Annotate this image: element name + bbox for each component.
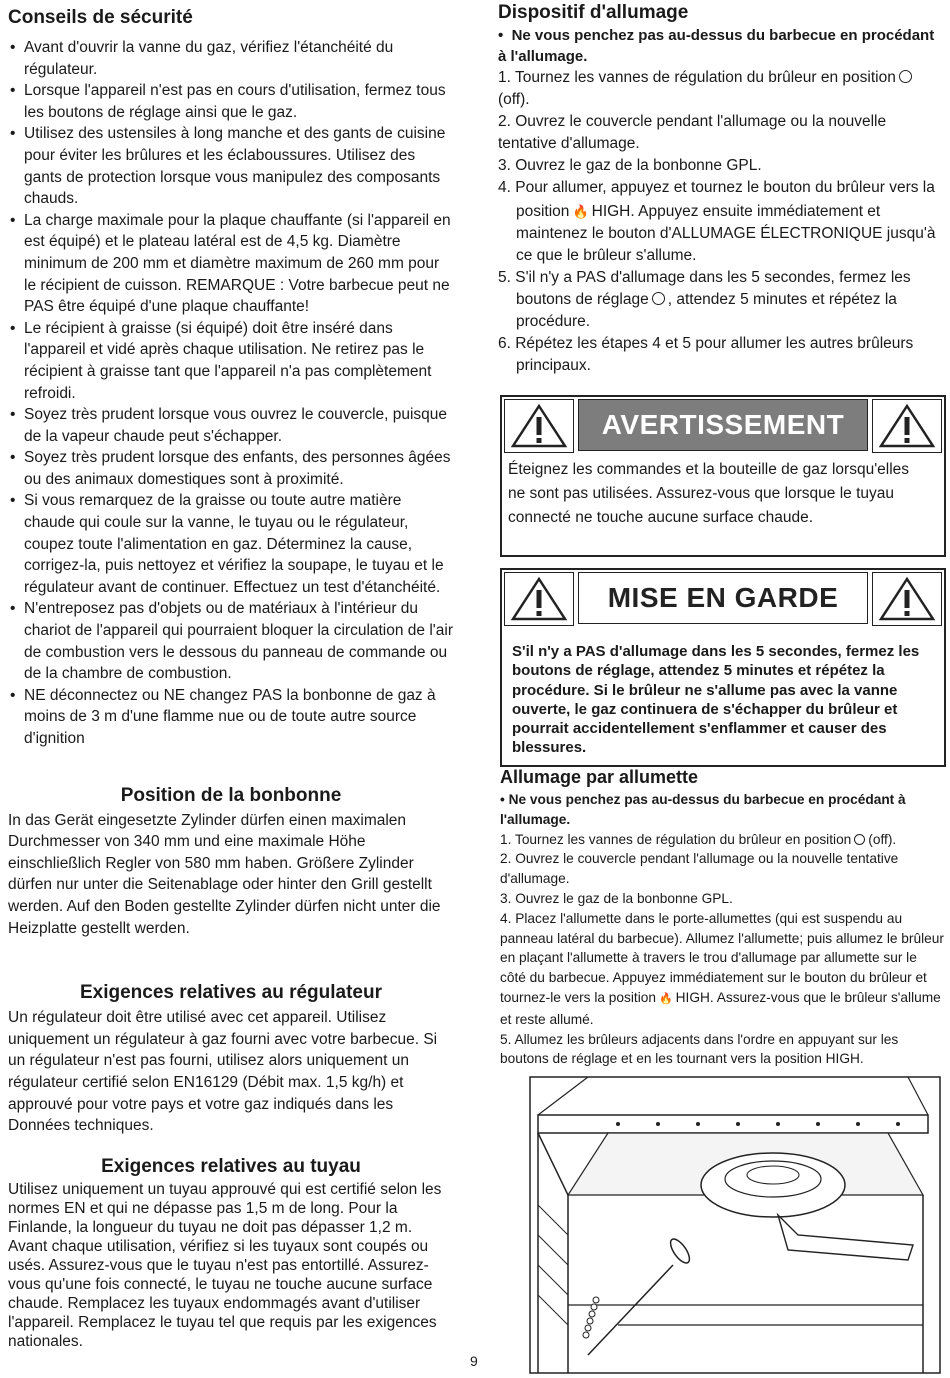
match-note: • Ne vous penchez pas au-dessus du barbecue en procédant à l'allumage. (500, 792, 906, 827)
match-note-text: Ne vous penchez pas au-dessus du barbecue en procédant à l'allumage. (500, 792, 906, 827)
match-section (500, 765, 946, 1069)
warning-box (500, 395, 946, 557)
list-item: • Avant d'ouvrir la vanne du gaz, vérifiez l'étanchéité du régulateur. (8, 37, 454, 80)
ignition-step-3: 3. Ouvrez le gaz de la bonbonne GPL. (498, 157, 762, 174)
flame-icon: 🔥 (658, 992, 673, 1005)
ignition-title: Dispositif d'allumage (498, 2, 689, 23)
list-item: • NE déconnectez ou NE changez PAS la bonbonne de gaz à moins de 3 m d'une flamme nue ou de toute autre source d'ignition (8, 685, 454, 750)
match-step-1 (500, 830, 946, 850)
list-item: • Si vous remarquez de la graisse ou toute autre matière chaude qui coule sur la vanne, le tuyau ou le régulateur, coupez toute l'alimentation en gaz. Déterminez la cause, corrigez-la, puis nettoyez et vérifiez la soupape, le tuyau et le régulateur avant de continuer. Effectuez un test d'étanchéité. (8, 490, 454, 598)
step-text: 5. S'il n'y a PAS d'allumage dans les 5 secondes, fermez les boutons de réglage (498, 269, 911, 308)
step-text: (off). (498, 91, 530, 108)
match-step-3: 3. Ouvrez le gaz de la bonbonne GPL. (500, 890, 733, 906)
warning-triangle-icon (872, 399, 942, 453)
ignition-note-text: Ne vous penchez pas au-dessus du barbecue en procédant à l'allumage. (498, 27, 935, 65)
warning-banner (578, 399, 868, 451)
burner-match-illustration (528, 1075, 942, 1375)
list-item: • Lorsque l'appareil n'est pas en cours d'utilisation, fermez tous les boutons de réglage ainsi que le gaz. (8, 80, 454, 123)
position-text: In das Gerät eingesetzte Zylinder dürfen einen maximalen Durchmesser von 340 mm und eine maximale Höhe einschließlich Regler von 580 mm haben. Größere Zylinder dürfen nur unter die Seitenablage oder hinter den Grill gestellt werden. Auf den Boden gestellte Zylinder dürfen nicht unter die Heizplatte gestellt werden. (8, 811, 441, 937)
caution-banner (578, 572, 868, 624)
caution-text: S'il n'y a PAS d'allumage dans les 5 secondes, fermez les boutons de réglage, attendez 5 minutes et répétez la procédure. Si le brûleur ne s'allume pas avec la vanne ouverte, le gaz continuera de s'échapper du brûleur et pourrait accidentellement s'enflammer et causer des blessures. (512, 643, 920, 757)
ignition-note: • Ne vous penchez pas au-dessus du barbecue en procédant à l'allumage. (498, 27, 935, 65)
position-title: Position de la bonbonne (120, 784, 342, 806)
caution-header (504, 572, 942, 624)
off-symbol-icon (854, 834, 865, 845)
safety-list (8, 37, 454, 750)
step-text: 1. Tournez les vannes de régulation du brûleur en position (500, 831, 852, 847)
step-text: 4. Placez l'allumette dans le porte-allumettes (qui est suspendu au panneau latéral du barbecue). Allumez l'allumette; puis allumez le brûleur en plaçant l'allumette à travers le trou d'allumage par allumette sur le côté du barbecue. Appuyez immédiatement sur le bouton du brûleur et tournez-le vers la position (500, 910, 944, 1005)
match-title: Allumage par allumette (500, 767, 699, 787)
hose-title: Exigences relatives au tuyau (101, 1155, 361, 1177)
caution-triangle-icon (872, 572, 942, 626)
list-item: • Soyez très prudent lorsque des enfants, des personnes âgées ou des animaux domestiques sont à proximité. (8, 447, 454, 490)
regulator-title: Exigences relatives au régulateur (79, 982, 383, 1004)
step-text: 1. Tournez les vannes de régulation du brûleur en position (498, 69, 896, 86)
warning-header (504, 399, 942, 451)
page-number: 9 (470, 1353, 478, 1369)
step-text: HIGH. Appuyez ensuite immédiatement et maintenez le bouton d'ALLUMAGE ÉLECTRONIQUE jusqu'à ce que le brûleur s'allume. (516, 203, 936, 264)
ignition-step-2: 2. Ouvrez le couvercle pendant l'allumage ou la nouvelle tentative d'allumage. (498, 113, 887, 152)
warning-label: AVERTISSEMENT (601, 409, 845, 440)
warning-text: Éteignez les commandes et la bouteille de gaz lorsqu'elles ne sont pas utilisées. Assurez-vous que lorsque le tuyau connecté ne touche aucune surface chaude. (508, 461, 910, 526)
ignition-step-6: 6. Répétez les étapes 4 et 5 pour allumer les autres brûleurs principaux. (498, 335, 914, 374)
caution-triangle-icon (504, 572, 574, 626)
step-text: position (516, 203, 570, 220)
match-step-4 (500, 909, 946, 1030)
flame-icon: 🔥 (572, 204, 589, 219)
caution-label: MISE EN GARDE (607, 582, 839, 613)
list-item: • N'entreposez pas d'objets ou de matériaux à l'intérieur du chariot de l'appareil qui pourraient bloquer la circulation de l'air de combustion vers le dessous du panneau de commande ou de la chambre de combustion. (8, 598, 454, 684)
step-text: 4. Pour allumer, appuyez et tournez le bouton du brûleur vers la (498, 179, 935, 196)
list-item: • Le récipient à graisse (si équipé) doit être inséré dans l'appareil et vidé après chaque utilisation. Ne retirez pas le récipient à graisse tant que l'appareil n'a pas complètement refroidi. (8, 318, 454, 404)
caution-box (500, 568, 946, 767)
safety-title: Conseils de sécurité (8, 7, 193, 28)
list-item: • La charge maximale pour la plaque chauffante (si l'appareil en est équipé) et le plateau latéral est de 4,5 kg. Diamètre minimum de 200 mm et diamètre maximum de 260 mm pour le récipient de cuisson. REMARQUE : Votre barbecue peut ne PAS être équipé d'une plaque chauffante! (8, 210, 454, 318)
ignition-step-4-cont (498, 201, 944, 267)
ignition-step-5 (498, 267, 944, 333)
step-text: (off). (868, 831, 897, 847)
step-text: HIGH. Assurez-vous que le brûleur s'allume et reste allumé. (500, 989, 941, 1027)
match-step-2: 2. Ouvrez le couvercle pendant l'allumage ou la nouvelle tentative d'allumage. (500, 851, 899, 887)
ignition-step-1 (498, 67, 944, 111)
left-column (8, 0, 454, 1351)
off-symbol-icon (652, 292, 665, 305)
list-item: • Soyez très prudent lorsque vous ouvrez le couvercle, puisque de la vapeur chaude peut s'échapper. (8, 404, 454, 447)
ignition-step-4 (498, 177, 944, 199)
regulator-text: Un régulateur doit être utilisé avec cet appareil. Utilisez uniquement un régulateur à gaz fourni avec votre barbecue. Si un régulateur n'est pas fourni, utilisez alors uniquement un régulateur certifié selon EN16129 (Débit max. 1,5 kg/h) et approuvé pour votre pays et votre gaz indiqués dans les Données techniques. (8, 1009, 438, 1135)
list-item: • Utilisez des ustensiles à long manche et des gants de cuisine pour éviter les brûlures et les éclaboussures. Utilisez des gants de protection lorsque vous manipulez des composants chauds. (8, 123, 454, 209)
right-column (498, 0, 944, 377)
off-symbol-icon (899, 70, 912, 83)
match-step-5: 5. Allumez les brûleurs adjacents dans l'ordre en appuyant sur les boutons de réglage et en les tournant vers la position HIGH. (500, 1031, 899, 1067)
warning-triangle-icon (504, 399, 574, 453)
hose-text: Utilisez uniquement un tuyau approuvé qui est certifié selon les normes EN et qui ne dépasse pas 1,5 m de long. Pour la Finlande, la longueur du tuyau ne doit pas dépasser 1,2 m. Avant chaque utilisation, vérifiez si les tuyaux sont coupés ou usés. Assurez-vous que le tuyau n'est pas entortillé. Assurez-vous qu'une fois connecté, le tuyau ne touche aucune surface chaude. Remplacez les tuyaux endommagés avant d'utiliser l'appareil. Remplacez le tuyau tel que requis par les exigences nationales. (8, 1180, 442, 1350)
step-text: , attendez 5 minutes et répétez la procédure. (516, 291, 897, 330)
